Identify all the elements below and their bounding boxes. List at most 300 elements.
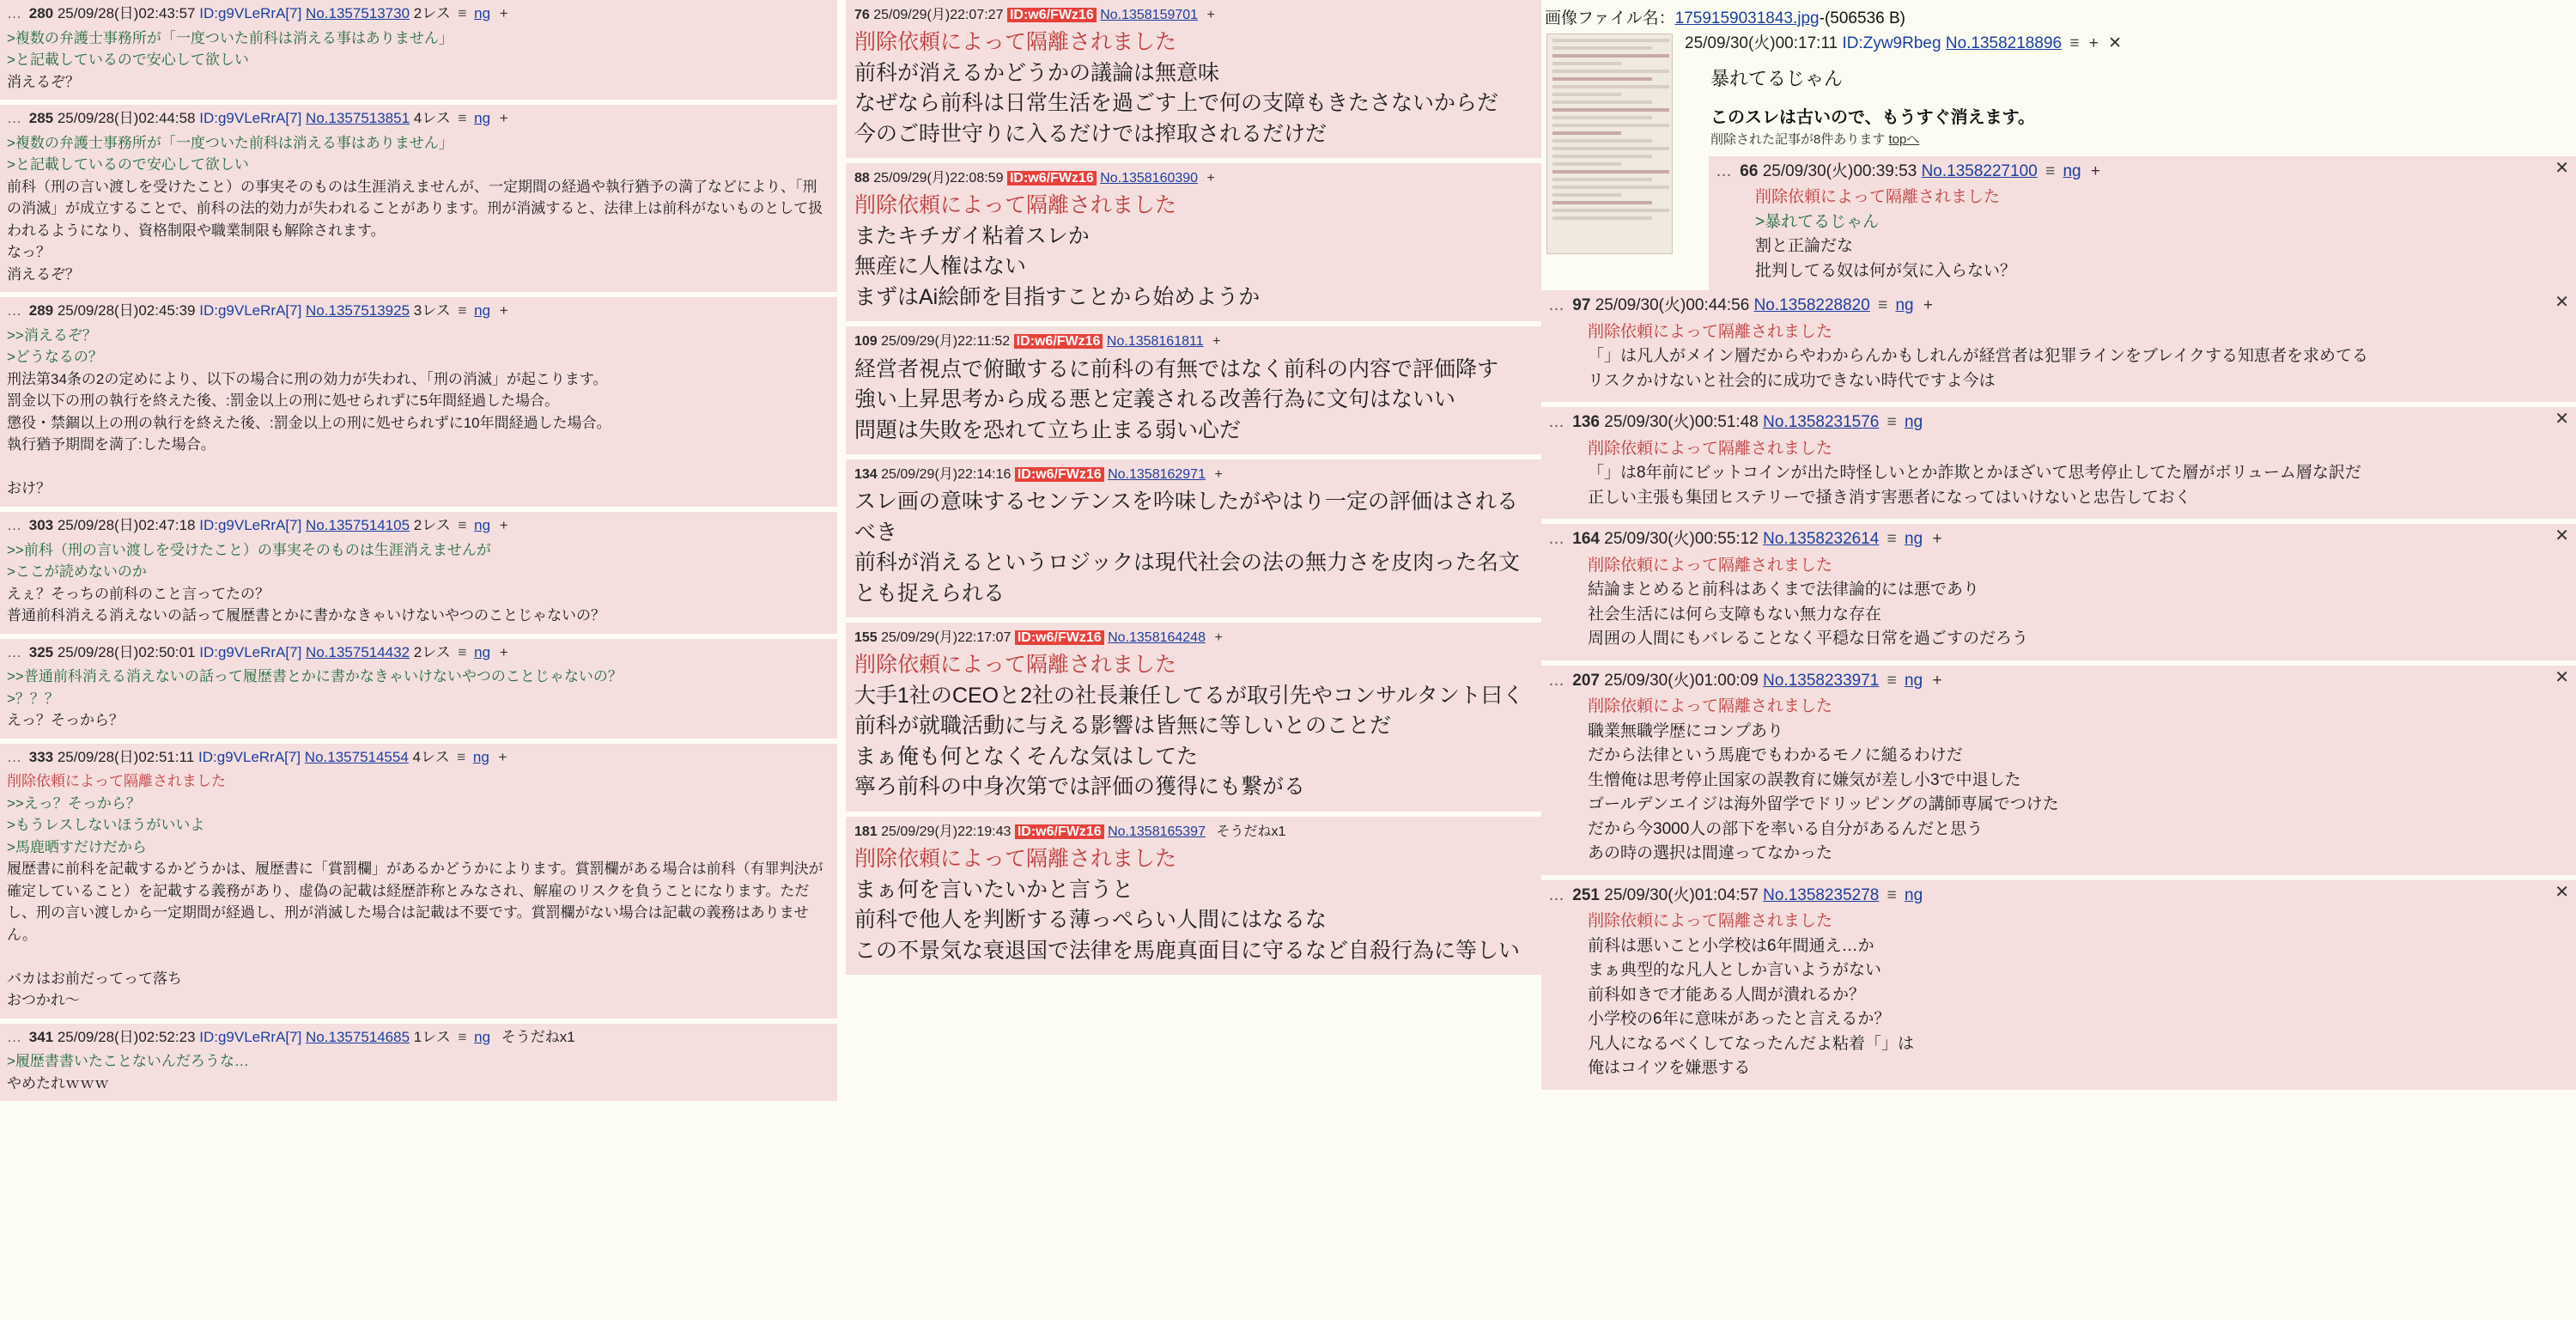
menu-icon[interactable]: ≡: [1886, 885, 1897, 904]
post-line: 批判してる奴は何が気に入らない？: [1755, 261, 2017, 280]
post-line: 割と正論だな: [1755, 237, 1854, 256]
post-body: [7, 770, 830, 1012]
image-file-label: 画像ファイル名：: [1545, 9, 1675, 27]
nested-dots[interactable]: …: [1716, 161, 1732, 180]
post-number: 181: [854, 824, 878, 839]
post-line: 前科如きで才能ある人間が潰れるか？: [1588, 985, 1866, 1004]
thread-column-middle: [846, 0, 1541, 980]
post-line: ゴールデンエイジは海外留学でドリッピングの講師専属でつけた: [1588, 795, 2059, 814]
post-header: [7, 301, 830, 322]
expand-icon[interactable]: +: [1206, 171, 1215, 186]
post: [846, 163, 1541, 321]
post-dots-handle[interactable]: …: [1548, 671, 1564, 690]
post-date: 25/09/30(火)00:51:48: [1604, 413, 1759, 432]
post-date: 25/09/30(火)00:44:56: [1595, 296, 1750, 315]
post-user-id[interactable]: ID:g9VLeRrA[7]: [199, 5, 302, 21]
post-body: [1588, 320, 2569, 394]
post-res-number[interactable]: No.1358232614: [1763, 530, 1880, 549]
post-user-id[interactable]: ID:w6/FWz16: [1007, 171, 1097, 186]
post-line: 「」は凡人がメイン層だからやわからんかもしれんが経営者は犯罪ラインをブレイクする知恵者を求めてる: [1588, 347, 2368, 366]
ng-button[interactable]: ng: [474, 5, 491, 21]
post: [1541, 880, 2576, 1090]
post-line: 大手1社のCEOと2社の社長兼任してるが取引先やコンサルタント曰く前科が就職活動に与える影響は皆無に等しいとのことだ: [854, 683, 1524, 739]
post-number: 303: [28, 516, 54, 533]
post-dots-handle[interactable]: …: [1548, 413, 1564, 432]
post-date: 25/09/30(火)01:04:57: [1604, 885, 1759, 904]
post-header: [7, 642, 830, 664]
thread-column-left: [0, 0, 837, 1106]
ng-button[interactable]: ng: [474, 110, 491, 127]
post-line: 前科が消えるというロジックは現代社会の法の無力さを皮肉った名文とも捉えられる: [854, 551, 1521, 605]
menu-icon[interactable]: ≡: [458, 1028, 467, 1045]
post-line: 削除依頼によって隔離されました: [854, 30, 1177, 55]
post: [1541, 407, 2576, 519]
post-header: [7, 515, 830, 537]
post-line: 懲役・禁錮以上の刑の執行を終えた後、:罰金以上の刑に処せられずに10年間経過した場合。: [7, 414, 611, 431]
nested-reply-post: [1709, 156, 2576, 291]
op-post-header: [1685, 32, 2576, 56]
ng-button[interactable]: ng: [2063, 161, 2081, 180]
post-res-number[interactable]: No.1357514554: [304, 748, 409, 765]
post: [1541, 290, 2576, 402]
post: [846, 623, 1541, 812]
ng-button[interactable]: ng: [1895, 296, 1914, 315]
post: [0, 0, 837, 100]
post-user-id[interactable]: ID:w6/FWz16: [1015, 467, 1104, 482]
ng-button[interactable]: ng: [1905, 413, 1923, 432]
post-res-number[interactable]: No.1357513851: [306, 110, 410, 127]
post-line: 俺はコイツを嫌悪する: [1588, 1059, 1751, 1078]
post-line: >馬鹿晒すだけだから: [7, 838, 147, 855]
right-posts-list: [1541, 290, 2576, 1090]
post-line: >もうレスしないほうがいいよ: [7, 817, 205, 834]
post-line: まぁ俺も何となくそんな気はしてた: [854, 744, 1199, 769]
expand-icon[interactable]: +: [498, 748, 507, 765]
expand-icon[interactable]: +: [499, 110, 508, 127]
post-number: 97: [1572, 296, 1591, 315]
post-body: [7, 666, 830, 732]
post-date: 25/09/28(日)02:51:11: [57, 748, 195, 765]
menu-icon[interactable]: ≡: [2045, 161, 2056, 180]
nested-post-body: [1755, 186, 2569, 283]
post-line: 問題は失敗を恐れて立ち止まる弱い心だ: [854, 417, 1242, 442]
post-line: >>消えるぞ？: [7, 326, 97, 344]
post-body: [1588, 909, 2569, 1081]
post-line: 削除依頼によって隔離されました: [1588, 556, 1833, 575]
post-line: >>えっ？そっから？: [7, 794, 141, 812]
close-icon[interactable]: ✕: [2555, 293, 2569, 313]
post-line: やめたれｗｗｗ: [7, 1074, 109, 1092]
post-number: 251: [1572, 885, 1600, 904]
post-dots-handle[interactable]: …: [7, 516, 21, 533]
expand-icon[interactable]: +: [499, 5, 508, 21]
post-res-number[interactable]: No.1358231576: [1763, 413, 1880, 432]
post-header: [854, 5, 1533, 25]
close-icon[interactable]: ✕: [2555, 526, 2569, 546]
post-line: なっ？: [7, 244, 51, 261]
nested-date: 25/09/30(火)00:39:53: [1762, 161, 1917, 180]
post-line: >履歴書書いたことないんだろうな…: [7, 1053, 249, 1070]
post-body: [1588, 437, 2569, 511]
thread-column-right: [1541, 0, 2576, 1095]
post: [846, 0, 1541, 158]
post-line: えぇ？そっちの前科のこと言ってたの？: [7, 585, 270, 602]
post-res-number[interactable]: No.1358161811: [1106, 334, 1204, 350]
post-body: [1588, 554, 2569, 652]
post-line: >複数の弁護士事務所が「一度ついた前科は消える事はありません」: [7, 134, 453, 151]
post-line: えっ？そっから？: [7, 712, 124, 729]
post-res-number[interactable]: No.1357513925: [306, 302, 410, 319]
nested-post-number: 66: [1740, 161, 1759, 180]
image-file-bar: [1541, 0, 2576, 32]
post-line: まぁ何を言いたいかと言うと: [854, 877, 1134, 902]
post-res-number[interactable]: No.1358233971: [1763, 671, 1880, 690]
post-number: 164: [1572, 530, 1600, 549]
deleted-count-text: 削除された記事が8件あります: [1710, 131, 1886, 147]
post-line: 削除依頼によって隔離されました: [854, 193, 1177, 218]
post-header: [854, 168, 1533, 188]
close-icon[interactable]: ✕: [2555, 882, 2569, 902]
post-user-id[interactable]: ID:w6/FWz16: [1015, 630, 1104, 645]
thread-thumbnail[interactable]: [1546, 33, 1673, 254]
post-line: なぜなら前科は日常生活を過ごす上で何の支障もきたさないからだ: [854, 91, 1499, 116]
post-line: >と記載しているので安心して欲しい: [7, 156, 249, 173]
post-body: [7, 1050, 830, 1094]
post-line: 小学校の6年に意味があったと言えるか？: [1588, 1010, 1891, 1029]
ng-button[interactable]: ng: [1905, 671, 1923, 690]
expand-icon[interactable]: +: [1923, 296, 1933, 315]
post-line: 刑法第34条の2の定めにより、以下の場合に刑の効力が失われ、「刑の消滅」が起こります。: [7, 370, 608, 387]
expand-icon[interactable]: +: [2090, 161, 2100, 180]
post-date: 25/09/28(日)02:52:23: [57, 1028, 196, 1045]
post-number: 325: [28, 643, 54, 660]
post-dots-handle[interactable]: …: [7, 302, 21, 319]
post-body: [854, 191, 1533, 313]
post-reply-count: 3レス: [413, 302, 451, 319]
top-post-row: [1541, 32, 2576, 290]
post-date: 25/09/29(月)22:14:16: [881, 467, 1012, 483]
op-user-id[interactable]: ID:Zyw9Rbeg: [1842, 34, 1941, 52]
close-icon[interactable]: ✕: [2555, 410, 2569, 429]
post-number: 333: [28, 748, 54, 765]
nested-post-header: [1716, 160, 2569, 184]
post-date: 25/09/28(日)02:45:39: [57, 302, 196, 319]
post-line: リスクかけないと社会的に成功できない時代ですよ今は: [1588, 371, 1996, 390]
expand-icon[interactable]: +: [1206, 8, 1215, 22]
post-line: またキチガイ粘着スレか: [854, 223, 1090, 248]
post-line: スレ画の意味するセンテンスを吟味したがやはり一定の評価はされるべき: [854, 490, 1519, 544]
post-dots-handle[interactable]: …: [1548, 530, 1564, 549]
post-number: 341: [28, 1028, 54, 1045]
post: [0, 512, 837, 634]
menu-icon[interactable]: ≡: [458, 110, 467, 127]
post-body: [1588, 695, 2569, 867]
op-res-number[interactable]: No.1358218896: [1945, 34, 2063, 52]
post-line: 強い上昇思考から成る悪と定義される改善行為に文句はないい: [854, 387, 1456, 412]
post-line: >暴れてるじゃん: [1755, 212, 1880, 231]
post-user-id[interactable]: ID:w6/FWz16: [1007, 8, 1097, 22]
post-number: 76: [854, 8, 870, 22]
image-file-link[interactable]: 1759159031843.jpg: [1674, 9, 1820, 27]
expand-icon[interactable]: +: [2088, 34, 2099, 52]
post: [0, 297, 837, 507]
post: [0, 744, 837, 1019]
post-line: 罰金以下の刑の執行を終えた後、:罰金以上の刑に処せられずに5年間経過した場合。: [7, 392, 560, 410]
post-number: 134: [854, 467, 878, 483]
post-number: 285: [28, 110, 54, 127]
post-number: 88: [854, 171, 870, 186]
post-line: 削除依頼によって隔離されました: [1588, 912, 1833, 931]
menu-icon[interactable]: ≡: [458, 5, 467, 21]
post: [846, 326, 1541, 454]
post-header: [854, 822, 1533, 842]
post-header: [7, 1027, 830, 1049]
post-res-number[interactable]: No.1357513730: [306, 5, 410, 21]
expand-icon[interactable]: +: [499, 516, 508, 533]
thread-expiry-notice: このスレは古いので、もうすぐ消えます。: [1710, 107, 2035, 127]
post-line: [7, 456, 830, 478]
post-line: 社会生活には何ら支障もない無力な存在: [1588, 605, 1882, 624]
post-user-id[interactable]: ID:g9VLeRrA[7]: [198, 748, 301, 765]
post-line: 削除依頼によって隔離されました: [854, 653, 1177, 678]
post-line: >どうなるの？: [7, 349, 103, 366]
post-body: [7, 132, 830, 286]
image-file-size: -(506536 B): [1819, 9, 1905, 27]
post-line: 生憎俺は思考停止国家の誤教育に嫌気が差し小3で中退した: [1588, 770, 2021, 789]
post-date: 25/09/29(月)22:08:59: [873, 171, 1004, 186]
post-header: [1548, 411, 2569, 435]
post-body: [854, 650, 1533, 803]
post-header: [1548, 884, 2569, 908]
post-reply-count: 4レス: [413, 110, 451, 127]
op-date: 25/09/30(火)00:17:11: [1685, 34, 1838, 52]
post: [846, 459, 1541, 617]
post-number: 155: [854, 630, 878, 646]
post-dots-handle[interactable]: …: [7, 1028, 21, 1045]
post-line: 正しい主張も集団ヒステリーで掻き消す害悪者になってはいけないと忠告しておく: [1588, 488, 2191, 507]
post-line: 経営者視点で俯瞰するに前科の有無ではなく前科の内容で評価降す: [854, 356, 1499, 381]
post-reply-count: 2レス: [413, 516, 451, 533]
post-dots-handle[interactable]: …: [7, 643, 21, 660]
post-res-number[interactable]: No.1357514105: [306, 516, 410, 533]
post-line: 削除依頼によって隔離されました: [854, 847, 1177, 872]
post-body: [854, 27, 1533, 149]
post-line: >複数の弁護士事務所が「一度ついた前科は消える事はありません」: [7, 29, 453, 46]
expand-icon[interactable]: +: [1212, 334, 1221, 350]
post-number: 207: [1572, 671, 1600, 690]
expand-icon[interactable]: +: [1932, 530, 1942, 549]
post-line: 履歴書に前科を記載するかどうかは、履歴書に「賞罰欄」があるかどうかによります。賞罰欄がある場合は前科（有罪判決が確定していること）を記載する義務があり、虚偽の記載は経歴詐称とみなされ、解雇のリスクを負うことになります。ただし、刑の言い渡しから一定期間が経過し、刑が消滅した場合は記載は不要です。賞罰欄がない場合は記載の義務はありません。: [7, 861, 823, 943]
post-line: [7, 946, 830, 968]
post-user-id[interactable]: ID:g9VLeRrA[7]: [199, 643, 302, 660]
ng-button[interactable]: ng: [1905, 885, 1923, 904]
post-line: 「」は8年前にビットコインが出た時怪しいとか詐欺とかほざいて思考停止してた層がボリューム層な訳だ: [1588, 464, 2361, 483]
post-body: [854, 355, 1533, 447]
post-res-number[interactable]: No.1357514685: [306, 1028, 410, 1045]
post-line: 削除依頼によって隔離されました: [1588, 439, 1833, 458]
post-line: 職業無職学歴にコンプあり: [1588, 721, 1784, 740]
post-line: 前科で他人を判断する薄っぺらい人間にはなるな: [854, 908, 1327, 933]
post-number: 136: [1572, 413, 1600, 432]
post-res-number[interactable]: No.1358165397: [1108, 824, 1206, 839]
post: [0, 105, 837, 292]
post-line: 削除依頼によって隔離されました: [7, 773, 226, 790]
post-body: [7, 27, 830, 94]
post-date: 25/09/28(日)02:47:18: [57, 516, 196, 533]
post-header: [1548, 669, 2569, 693]
post-line: まぁ典型的な凡人としか言いようがない: [1588, 961, 1882, 980]
post-line: 今のご時世守りに入るだけでは搾取されるだけだ: [854, 121, 1327, 146]
expand-icon[interactable]: +: [1214, 630, 1223, 646]
post-date: 25/09/29(月)22:11:52: [881, 334, 1011, 350]
post-line: おけ？: [7, 480, 51, 497]
post-header: [7, 3, 830, 25]
post-line: だから今3000人の部下を率いる自分があるんだと思う: [1588, 819, 1984, 838]
post-date: 25/09/29(月)22:17:07: [881, 630, 1012, 646]
expand-icon[interactable]: +: [1932, 671, 1942, 690]
post-user-id[interactable]: ID:w6/FWz16: [1014, 334, 1103, 349]
menu-icon[interactable]: ≡: [1886, 530, 1897, 549]
post-dots-handle[interactable]: …: [7, 110, 21, 127]
post-res-number[interactable]: No.1357514432: [306, 643, 410, 660]
post-reply-count: 2レス: [413, 643, 451, 660]
ng-button[interactable]: ng: [474, 643, 491, 660]
post-body: [7, 325, 830, 500]
close-icon[interactable]: ✕: [2555, 667, 2569, 687]
expand-icon[interactable]: +: [499, 643, 508, 660]
menu-icon[interactable]: ≡: [458, 516, 467, 533]
post-dots-handle[interactable]: …: [7, 5, 21, 21]
post-body: [854, 844, 1533, 966]
menu-icon[interactable]: ≡: [2069, 34, 2080, 52]
post-res-number[interactable]: No.1358235278: [1763, 885, 1880, 904]
menu-icon[interactable]: ≡: [458, 302, 467, 319]
post-body: [7, 539, 830, 627]
post-user-id[interactable]: ID:g9VLeRrA[7]: [199, 302, 302, 319]
ng-button[interactable]: ng: [1905, 530, 1923, 549]
op-post: [1680, 32, 2576, 290]
agree-count[interactable]: そうだねx1: [1216, 824, 1286, 839]
post-line: 周囲の人間にもバレることなく平穏な日常を過ごすのだろう: [1588, 630, 2029, 648]
post: [1541, 666, 2576, 875]
agree-count[interactable]: そうだねx1: [501, 1028, 575, 1045]
post-date: 25/09/28(日)02:44:58: [57, 110, 196, 127]
post-header: [1548, 294, 2569, 318]
post-user-id[interactable]: ID:g9VLeRrA[7]: [199, 516, 302, 533]
post-body: [854, 487, 1533, 609]
post-number: 109: [854, 334, 878, 350]
post-header: [854, 465, 1533, 484]
expand-icon[interactable]: +: [1214, 467, 1223, 483]
post: [1541, 524, 2576, 660]
post-line: >>普通前科消える消えないの話って履歴書とかに書かなきゃいけないやつのことじゃないの？: [7, 668, 623, 685]
close-icon[interactable]: ✕: [2555, 158, 2569, 178]
top-link[interactable]: topへ: [1888, 131, 1920, 147]
post-date: 25/09/29(月)22:07:27: [873, 8, 1004, 22]
post-number: 289: [28, 302, 54, 319]
post-line: 削除依頼によって隔離されました: [1588, 697, 1833, 716]
menu-icon[interactable]: ≡: [1878, 296, 1888, 315]
post-res-number[interactable]: No.1358162971: [1108, 467, 1206, 483]
post-line: 執行猶予期間を満了:した場合。: [7, 436, 216, 453]
nested-res-number[interactable]: No.1358227100: [1921, 161, 2038, 180]
ng-button[interactable]: ng: [474, 1028, 491, 1045]
post-line: 消えるぞ？: [7, 73, 80, 90]
op-body-line1: 暴れてるじゃん: [1710, 67, 1844, 89]
post-date: 25/09/29(月)22:19:43: [881, 824, 1012, 839]
post-dots-handle[interactable]: …: [1548, 885, 1564, 904]
post: [846, 817, 1541, 975]
post-user-id[interactable]: ID:w6/FWz16: [1015, 824, 1104, 839]
ng-button[interactable]: ng: [474, 516, 491, 533]
post-reply-count: 4レス: [412, 748, 450, 765]
post: [0, 639, 837, 739]
post-dots-handle[interactable]: …: [7, 748, 21, 765]
post-line: >？？？: [7, 690, 59, 707]
post-date: 25/09/30(火)01:00:09: [1604, 671, 1759, 690]
post-line: 削除依頼によって隔離されました: [1588, 322, 1833, 341]
menu-icon[interactable]: ≡: [457, 748, 466, 765]
post-line: 結論まとめると前科はあくまで法律論的には悪であり: [1588, 581, 1980, 599]
menu-icon[interactable]: ≡: [458, 643, 467, 660]
post-user-id[interactable]: ID:g9VLeRrA[7]: [199, 110, 302, 127]
post-line: 前科が消えるかどうかの議論は無意味: [854, 60, 1220, 85]
post-date: 25/09/30(火)00:55:12: [1604, 530, 1759, 549]
post-res-number[interactable]: No.1358160390: [1100, 171, 1199, 186]
post-line: >と記載しているので安心して欲しい: [7, 52, 249, 69]
close-icon[interactable]: ✕: [2108, 34, 2123, 52]
deleted-count-notice: [1710, 130, 2576, 148]
post-header: [7, 108, 830, 130]
post-line: まずはAi絵師を目指すことから始めようか: [854, 284, 1261, 309]
post-line: 前科（刑の言い渡しを受けたこと）の事実そのものは生涯消えませんが、一定期間の経過や執行猶予の満了などにより、「刑の消滅」が成立することで、前科の法的効力が失われることがあります。刑が消滅すると、法律上は前科がないものとして扱われるようになり、資格制限や職業制限も解除されます。: [7, 178, 823, 239]
post-date: 25/09/28(日)02:50:01: [57, 643, 196, 660]
post-line: >ここが読めないのか: [7, 563, 147, 581]
post-header: [854, 628, 1533, 648]
post-line: 普通前科消える消えないの話って履歴書とかに書かなきゃいけないやつのことじゃないの？: [7, 607, 605, 624]
post-header: [1548, 527, 2569, 551]
post-line: 前科は悪いこと小学校は6年間通え…か: [1588, 936, 1874, 955]
post-res-number[interactable]: No.1358164248: [1108, 630, 1206, 646]
post-line: おつかれ〜: [7, 992, 80, 1009]
post-reply-count: 2レス: [413, 5, 451, 21]
post-res-number[interactable]: No.1358159701: [1100, 8, 1199, 22]
post-header: [854, 332, 1533, 351]
post-reply-count: 1レス: [413, 1028, 451, 1045]
post-res-number[interactable]: No.1358228820: [1753, 296, 1870, 315]
post-line: 無産に人権はない: [854, 254, 1027, 279]
post-user-id[interactable]: ID:g9VLeRrA[7]: [199, 1028, 302, 1045]
ng-button[interactable]: ng: [474, 302, 491, 319]
menu-icon[interactable]: ≡: [1886, 671, 1897, 690]
post-date: 25/09/28(日)02:43:57: [57, 5, 196, 21]
post-number: 280: [28, 5, 54, 21]
post-line: だから法律という馬鹿でもわかるモノに縋るわけだ: [1588, 746, 1963, 765]
post-header: [7, 747, 830, 769]
post-line: この不景気な衰退国で法律を馬鹿真面目に守るなど自殺行為に等しい: [854, 938, 1521, 963]
menu-icon[interactable]: ≡: [1886, 413, 1897, 432]
post-line: バカはお前だってって落ち: [7, 970, 182, 987]
post-line: 凡人になるべくしてなったんだよ粘着「」は: [1588, 1034, 1915, 1053]
post-line: あの時の選択は間違ってなかった: [1588, 844, 1833, 863]
post-line: 消えるぞ？: [7, 265, 80, 283]
expand-icon[interactable]: +: [499, 302, 508, 319]
post: [0, 1024, 837, 1102]
post-line: 削除依頼によって隔離されました: [1755, 188, 2001, 207]
post-dots-handle[interactable]: …: [1548, 296, 1564, 315]
ng-button[interactable]: ng: [472, 748, 489, 765]
post-line: 寧ろ前科の中身次第では評価の獲得にも繋がる: [854, 775, 1306, 800]
